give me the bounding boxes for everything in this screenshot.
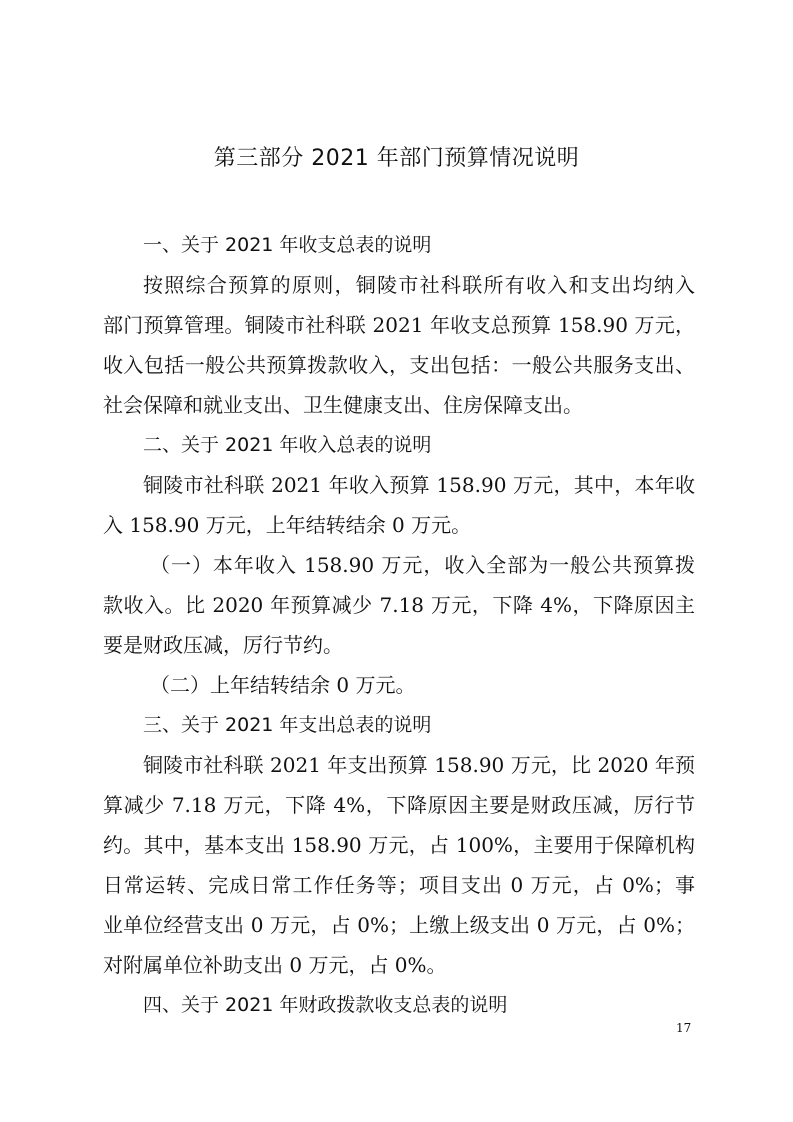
paragraph-line: 算减少 7.18 万元，下降 4%，下降原因主要是财政压减，厉行节 xyxy=(103,793,695,817)
paragraph-line: 入 158.90 万元，上年结转结余 0 万元。 xyxy=(103,513,472,537)
paragraph-line: 约。其中，基本支出 158.90 万元，占 100%，主要用于保障机构 xyxy=(103,833,695,857)
section-heading-1: 一、关于 2021 年收支总表的说明 xyxy=(143,234,432,256)
paragraph-line: 日常运转、完成日常工作任务等；项目支出 0 万元，占 0%；事 xyxy=(103,873,695,897)
paragraph-line: 款收入。比 2020 年预算减少 7.18 万元，下降 4%，下降原因主 xyxy=(103,593,695,617)
paragraph-line: 铜陵市社科联 2021 年收入预算 158.90 万元，其中，本年收 xyxy=(143,473,695,497)
paragraph-line: 按照综合预算的原则，铜陵市社科联所有收入和支出均纳入 xyxy=(143,273,695,297)
section-heading-2: 二、关于 2021 年收入总表的说明 xyxy=(143,434,432,456)
page-title: 第三部分 2021 年部门预算情况说明 xyxy=(213,146,580,171)
paragraph-line: 铜陵市社科联 2021 年支出预算 158.90 万元，比 2020 年预 xyxy=(143,753,695,777)
section-heading-3: 三、关于 2021 年支出总表的说明 xyxy=(143,714,432,736)
paragraph-line: 对附属单位补助支出 0 万元，占 0%。 xyxy=(103,953,447,977)
page-number: 17 xyxy=(676,1021,692,1035)
paragraph-line: 收入包括一般公共预算拨款收入，支出包括：一般公共服务支出、 xyxy=(103,353,695,377)
paragraph-line: （二）上年结转结余 0 万元。 xyxy=(150,673,416,697)
paragraph-line: 业单位经营支出 0 万元，占 0%；上缴上级支出 0 万元，占 0%； xyxy=(103,913,695,937)
paragraph-line: 部门预算管理。铜陵市社科联 2021 年收支总预算 158.90 万元， xyxy=(103,313,695,337)
paragraph-line: 要是财政压减，厉行节约。 xyxy=(103,633,343,657)
paragraph-line: 社会保障和就业支出、卫生健康支出、住房保障支出。 xyxy=(103,393,583,417)
paragraph-line: （一）本年收入 158.90 万元，收入全部为一般公共预算拨 xyxy=(150,553,695,577)
section-heading-4: 四、关于 2021 年财政拨款收支总表的说明 xyxy=(143,994,508,1016)
